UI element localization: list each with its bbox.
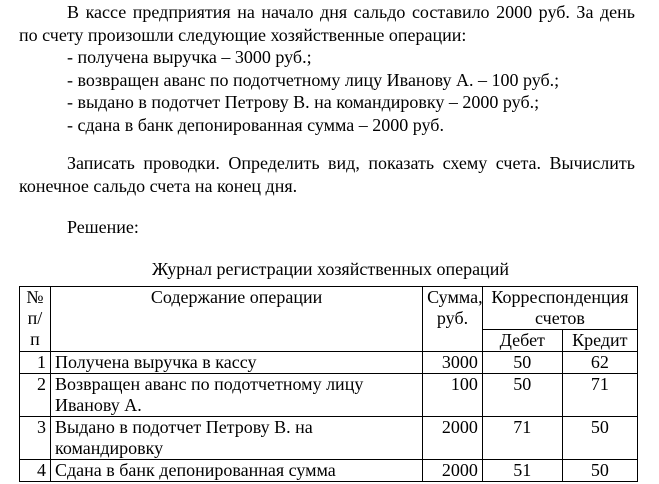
table-row [20,352,638,374]
table-row [20,417,638,460]
row-credit: 62 [562,352,637,374]
row-debit: 71 [482,417,562,460]
row-content: Возвращен аванс по подотчетному лицу Иванову А. [51,374,423,417]
task-paragraph: Записать проводки. Определить вид, показать схему счета. Вычислить конечное сальдо счета на конец дня. [19,153,635,196]
row-credit: 71 [562,374,637,417]
operation-item: - сдана в банк депонированная сумма – 2000 руб. [67,114,444,135]
row-sum: 100 [423,374,483,417]
row-credit: 50 [562,417,637,460]
row-credit: 50 [562,460,637,482]
operation-item: - возвращен аванс по подотчетному лицу Иванову А. – 100 руб.; [67,69,560,90]
row-sum: 2000 [423,417,483,460]
header-content: Содержание операции [51,287,423,352]
row-num: 4 [20,460,51,482]
header-credit: Кредит [562,330,637,352]
header-debit: Дебет [482,330,562,352]
row-sum: 3000 [423,352,483,374]
header-num: № п/п [20,287,51,352]
table-row [20,460,638,482]
intro-paragraph: В кассе предприятия на начало дня сальдо составило 2000 руб. За день по счету произошли следующие хозяйственные операции: [19,2,635,45]
row-debit: 50 [482,352,562,374]
row-debit: 50 [482,374,562,417]
operation-item: - выдано в подотчет Петрову В. на командировку – 2000 руб.; [67,92,540,112]
row-content: Получена выручка в кассу [51,352,423,374]
row-num: 2 [20,374,51,417]
table-header-row [20,287,638,330]
row-num: 3 [20,417,51,460]
header-sum: Сумма, руб. [423,287,483,352]
table-row [20,374,638,417]
row-num: 1 [20,352,51,374]
header-correspondence: Корреспонденция счетов [482,287,637,330]
problem-statement [0,1,659,136]
row-debit: 51 [482,460,562,482]
operations-list [0,46,659,136]
row-content: Сдана в банк депонированная сумма [51,460,423,482]
journal-caption: Журнал регистрации хозяйственных операций [152,259,509,279]
solution-label: Решение: [67,217,139,237]
operation-item: - получена выручка – 3000 руб.; [67,47,312,67]
row-sum: 2000 [423,460,483,482]
row-content: Выдано в подотчет Петрову В. на командировку [51,417,423,460]
journal-table [19,286,638,482]
task-block [0,152,659,197]
